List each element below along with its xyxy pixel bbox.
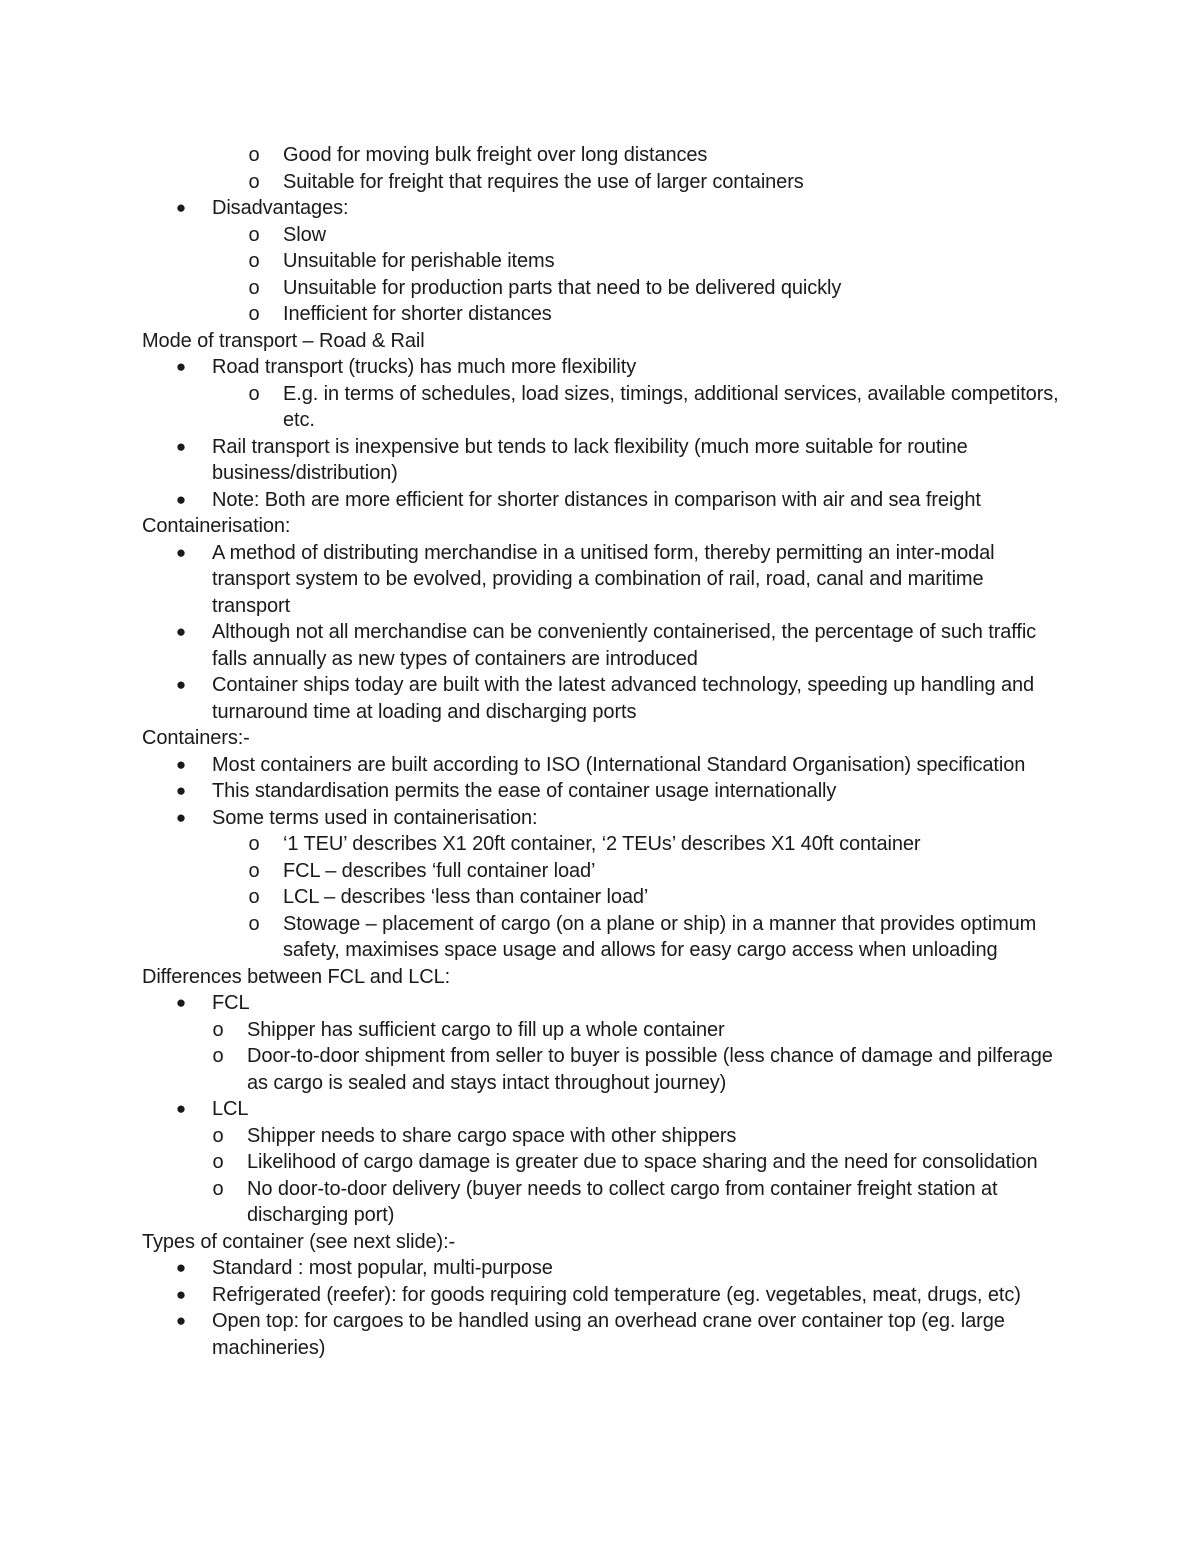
sub-bullet-icon: o bbox=[248, 224, 260, 246]
list-item-text: Unsuitable for perishable items bbox=[283, 250, 555, 272]
section-heading: Differences between FCL and LCL: bbox=[142, 966, 451, 988]
list-item-text: Rail transport is inexpensive but tends to lack flexibility (much more suitable for routine bbox=[212, 436, 968, 458]
section-heading: Containers:- bbox=[142, 727, 250, 749]
bullet-icon: ● bbox=[175, 357, 187, 376]
sub-bullet-icon: o bbox=[248, 144, 260, 166]
continuation-line: machineries) bbox=[212, 1337, 326, 1359]
bullet-icon: ● bbox=[175, 543, 187, 562]
section-heading: Mode of transport – Road & Rail bbox=[142, 330, 425, 352]
list-item-text: ‘1 TEU’ describes X1 20ft container, ‘2 TEUs’ describes X1 40ft container bbox=[283, 833, 921, 855]
bullet-icon: ● bbox=[175, 490, 187, 509]
sub-bullet-icon: o bbox=[248, 833, 260, 855]
list-item-text: Inefficient for shorter distances bbox=[283, 303, 552, 325]
list-item-text: FCL bbox=[212, 992, 250, 1014]
list-item-text: Some terms used in containerisation: bbox=[212, 807, 538, 829]
list-item-text: This standardisation permits the ease of container usage internationally bbox=[212, 780, 837, 802]
continuation-line: discharging port) bbox=[247, 1204, 395, 1226]
list-item-text: Door-to-door shipment from seller to buyer is possible (less chance of damage and pilferage bbox=[247, 1045, 1053, 1067]
list-item-text: Open top: for cargoes to be handled using an overhead crane over container top (eg. large bbox=[212, 1310, 1005, 1332]
sub-bullet-icon: o bbox=[212, 1151, 224, 1173]
bullet-icon: ● bbox=[175, 781, 187, 800]
continuation-line: business/distribution) bbox=[212, 462, 398, 484]
bullet-icon: ● bbox=[175, 993, 187, 1012]
list-item-text: A method of distributing merchandise in a unitised form, thereby permitting an inter-modal bbox=[212, 542, 995, 564]
continuation-line: as cargo is sealed and stays intact throughout journey) bbox=[247, 1072, 727, 1094]
list-item-text: Suitable for freight that requires the use of larger containers bbox=[283, 171, 804, 193]
bullet-icon: ● bbox=[175, 622, 187, 641]
sub-bullet-icon: o bbox=[212, 1045, 224, 1067]
bullet-icon: ● bbox=[175, 675, 187, 694]
list-item-text: Refrigerated (reefer): for goods requiring cold temperature (eg. vegetables, meat, drugs, etc) bbox=[212, 1284, 1021, 1306]
list-item-text: LCL bbox=[212, 1098, 249, 1120]
list-item-text: E.g. in terms of schedules, load sizes, timings, additional services, available competitors, bbox=[283, 383, 1059, 405]
list-item-text: Stowage – placement of cargo (on a plane or ship) in a manner that provides optimum bbox=[283, 913, 1037, 935]
list-item-text: FCL – describes ‘full container load’ bbox=[283, 860, 596, 882]
bullet-icon: ● bbox=[175, 1258, 187, 1277]
section-heading: Containerisation: bbox=[142, 515, 291, 537]
list-item-text: Good for moving bulk freight over long distances bbox=[283, 144, 708, 166]
list-item-text: Road transport (trucks) has much more flexibility bbox=[212, 356, 637, 378]
sub-bullet-icon: o bbox=[248, 913, 260, 935]
sub-bullet-icon: o bbox=[212, 1125, 224, 1147]
sub-bullet-icon: o bbox=[248, 383, 260, 405]
list-item-text: Shipper needs to share cargo space with other shippers bbox=[247, 1125, 737, 1147]
list-item-text: Unsuitable for production parts that need to be delivered quickly bbox=[283, 277, 842, 299]
sub-bullet-icon: o bbox=[248, 886, 260, 908]
sub-bullet-icon: o bbox=[248, 860, 260, 882]
bullet-icon: ● bbox=[175, 1285, 187, 1304]
list-item-text: Slow bbox=[283, 224, 326, 246]
list-item-text: Note: Both are more efficient for shorter distances in comparison with air and sea freight bbox=[212, 489, 981, 511]
sub-bullet-icon: o bbox=[212, 1178, 224, 1200]
list-item-text: Likelihood of cargo damage is greater due to space sharing and the need for consolidation bbox=[247, 1151, 1038, 1173]
list-item-text: Disadvantages: bbox=[212, 197, 349, 219]
sub-bullet-icon: o bbox=[248, 277, 260, 299]
sub-bullet-icon: o bbox=[248, 250, 260, 272]
list-item-text: Shipper has sufficient cargo to fill up a whole container bbox=[247, 1019, 725, 1041]
continuation-line: etc. bbox=[283, 409, 315, 431]
bullet-icon: ● bbox=[175, 1311, 187, 1330]
list-item-text: Standard : most popular, multi-purpose bbox=[212, 1257, 553, 1279]
continuation-line: turnaround time at loading and discharging ports bbox=[212, 701, 637, 723]
sub-bullet-icon: o bbox=[248, 303, 260, 325]
list-item-text: No door-to-door delivery (buyer needs to collect cargo from container freight station at bbox=[247, 1178, 998, 1200]
list-item-text: Although not all merchandise can be conveniently containerised, the percentage of such traffic bbox=[212, 621, 1037, 643]
sub-bullet-icon: o bbox=[248, 171, 260, 193]
list-item-text: Container ships today are built with the latest advanced technology, speeding up handling and bbox=[212, 674, 1035, 696]
bullet-icon: ● bbox=[175, 808, 187, 827]
list-item-text: LCL – describes ‘less than container load’ bbox=[283, 886, 649, 908]
continuation-line: transport bbox=[212, 595, 291, 617]
section-heading: Types of container (see next slide):- bbox=[142, 1231, 456, 1253]
list-item-text: Most containers are built according to ISO (International Standard Organisation) specification bbox=[212, 754, 1026, 776]
bullet-icon: ● bbox=[175, 1099, 187, 1118]
bullet-icon: ● bbox=[175, 755, 187, 774]
bullet-icon: ● bbox=[175, 437, 187, 456]
continuation-line: transport system to be evolved, providing a combination of rail, road, canal and maritime bbox=[212, 568, 984, 590]
bullet-icon: ● bbox=[175, 198, 187, 217]
continuation-line: falls annually as new types of containers are introduced bbox=[212, 648, 698, 670]
continuation-line: safety, maximises space usage and allows for easy cargo access when unloading bbox=[283, 939, 998, 961]
sub-bullet-icon: o bbox=[212, 1019, 224, 1041]
